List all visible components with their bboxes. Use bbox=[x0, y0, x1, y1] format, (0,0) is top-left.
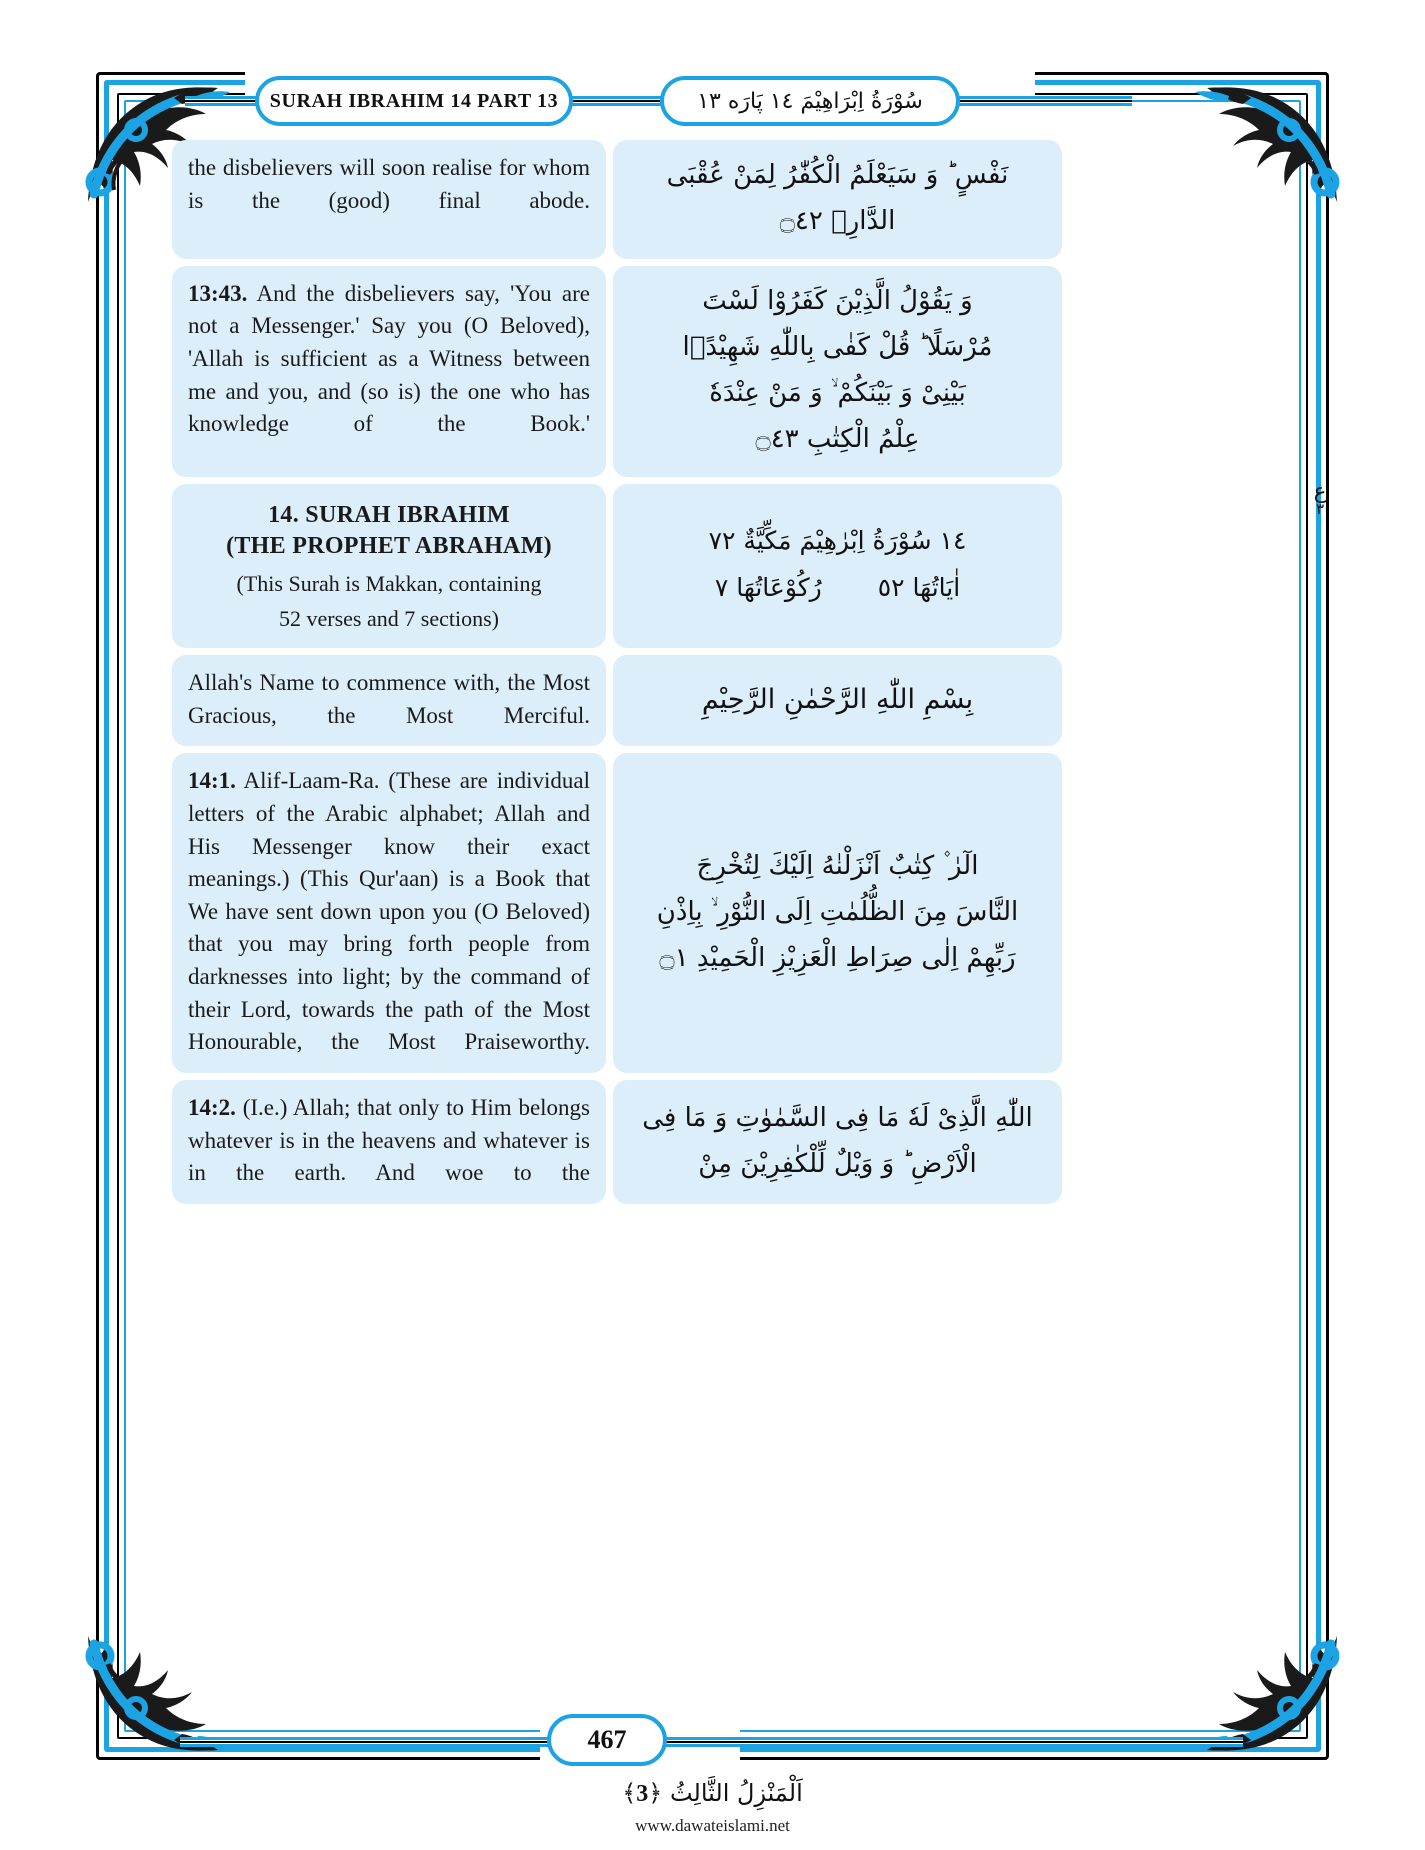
header-rule-right bbox=[952, 96, 1132, 106]
manzil-number: 3 bbox=[636, 1781, 649, 1807]
header-surah-part-label: SURAH IBRAHIM 14 PART 13 bbox=[269, 89, 559, 112]
arabic-line: عِلْمُ الْكِتٰبِ ۝٤٣ bbox=[755, 424, 920, 455]
arabic-line: وَ یَقُوْلُ الَّذِیْنَ كَفَرُوْا لَسْتَ bbox=[702, 285, 973, 316]
verse-english-body: And the disbelievers say, 'You are not a Messenger.' Say you (O Beloved), 'Allah is sufficient as a Witness between me and you, and (so is) the one who has knowledge of the Book.' bbox=[188, 280, 591, 437]
surah-title-line-4: 52 verses and 7 sections) bbox=[279, 606, 499, 632]
verse-arabic-text bbox=[613, 753, 1062, 1073]
arabic-line: ١٤ سُوْرَةُ اِبْرٰهِيْمَ مَكِّيَّةٌ ٧٢ bbox=[708, 526, 967, 556]
verse-row bbox=[172, 753, 1062, 1073]
header-surah-part-label-arabic: سُوْرَةُ اِبْرَاهِيْمَ ١٤ پَارَه ١٣ bbox=[697, 88, 923, 114]
basmala-row bbox=[172, 655, 1062, 746]
surah-title-row bbox=[172, 484, 1062, 648]
verse-arabic-text bbox=[613, 266, 1062, 477]
verse-english-text bbox=[172, 140, 606, 259]
surah-title-english bbox=[172, 484, 606, 648]
verse-arabic-text bbox=[613, 1080, 1062, 1204]
arabic-line: بِسْمِ اللّٰهِ الرَّحْمٰنِ الرَّحِیْمِ bbox=[701, 683, 974, 715]
arabic-line: الدَّارِ۠ ۝٤٢ bbox=[779, 206, 896, 237]
footer-rule-left bbox=[180, 1737, 550, 1747]
verse-row bbox=[172, 1080, 1062, 1204]
surah-ruku-count: رُكُوْعَاتُهَا ٧ bbox=[714, 572, 822, 602]
page-number: 467 bbox=[587, 1725, 627, 1754]
surah-counts-arabic bbox=[629, 565, 1046, 611]
verse-english-text bbox=[172, 1080, 606, 1204]
arabic-line: الْاَرْضِ ؕ وَ وَیْلٌ لِّلْكٰفِرِیْنَ مِنْ bbox=[698, 1149, 977, 1180]
basmala-english-text bbox=[172, 655, 606, 746]
verse-row bbox=[172, 266, 1062, 477]
page-number-badge bbox=[547, 1714, 667, 1766]
surah-title-arabic bbox=[613, 484, 1062, 648]
website-url: www.dawateislami.net bbox=[635, 1816, 790, 1835]
manzil-label bbox=[0, 1779, 1425, 1808]
surah-ayat-count: اٰيَاتُهَا ٥٢ bbox=[877, 572, 961, 602]
header-surah-part-badge bbox=[255, 76, 573, 126]
verse-row bbox=[172, 140, 1062, 259]
footer-rule-right bbox=[663, 1737, 1243, 1747]
verse-number: 14:2. bbox=[188, 1095, 236, 1121]
verse-english-body: the disbelievers will soon realise for whom is the (good) final abode. bbox=[188, 155, 590, 213]
verse-english-body: Alif-Laam-Ra. (These are individual letters of the Arabic alphabet; Allah and His Messenger know their exact meanings.) (This Qur'aan) is a Book that We have sent down upon you (O Beloved) that you may bring forth people from darknesses into light; by the command of their Lord, towards the path of the Most Honourable, the Most Praiseworthy. bbox=[188, 768, 591, 1055]
verse-english-text bbox=[172, 266, 606, 477]
surah-title-line-2: (THE PROPHET ABRAHAM) bbox=[226, 533, 552, 560]
manzil-bracket-close: ﴾ bbox=[622, 1779, 637, 1807]
surah-title-line-1: 14. SURAH IBRAHIM bbox=[268, 501, 510, 528]
verse-english-body: (I.e.) Allah; that only to Him belongs whatever is in the heavens and whatever is in the earth. And woe to the bbox=[188, 1095, 590, 1186]
ruku-marker-number: ٣ bbox=[1315, 500, 1325, 519]
surah-title-line-3: (This Surah is Makkan, containing bbox=[236, 570, 542, 596]
verse-number: 14:1. bbox=[188, 768, 236, 794]
arabic-line: بَیْنِیْ وَ بَیْنَكُمْ ۙ وَ مَنْ عِنْدَهٗ bbox=[709, 378, 966, 409]
corner-ornament-bottom-right bbox=[1177, 1626, 1347, 1776]
ruku-marker-letter: ع bbox=[1313, 479, 1327, 503]
verse-english-text bbox=[172, 753, 606, 1073]
basmala-english-body: Allah's Name to commence with, the Most Gracious, the Most Merciful. bbox=[188, 669, 590, 728]
arabic-line: مُرْسَلًا ؕ قُلْ كَفٰى بِاللّٰهِ شَهِیْدًۢا bbox=[682, 331, 993, 362]
ruku-section-marker bbox=[1303, 480, 1337, 518]
verse-number: 13:43. bbox=[188, 280, 248, 306]
manzil-text: اَلْمَنْزِلُ الثَّالِثُ ﴿ bbox=[648, 1779, 803, 1807]
verse-list bbox=[172, 140, 1062, 1204]
verse-arabic-text bbox=[613, 140, 1062, 259]
header-rule-left bbox=[185, 96, 263, 106]
arabic-line: رَبِّهِمْ اِلٰى صِرَاطِ الْعَزِیْزِ الْحَمِیْدِ ۝١ bbox=[659, 943, 1016, 974]
corner-ornament-bottom-left bbox=[78, 1626, 248, 1776]
arabic-line: نَفْسٍ ؕ وَ سَیَعْلَمُ الْكُفّٰرُ لِمَنْ عُقْبَى bbox=[666, 160, 1009, 190]
corner-ornament-top-right bbox=[1177, 62, 1347, 212]
arabic-line: الٓرٰ ۫ كِتٰبٌ اَنْزَلْنٰهُ اِلَیْكَ لِتُخْرِجَ bbox=[696, 850, 979, 881]
arabic-line: اللّٰهِ الَّذِیْ لَهٗ مَا فِی السَّمٰوٰتِ وَ مَا فِی bbox=[642, 1102, 1033, 1133]
arabic-line: النَّاسَ مِنَ الظُّلُمٰتِ اِلَى النُّوْرِ ۙ بِاِذْنِ bbox=[656, 897, 1019, 927]
header-surah-part-badge-arabic bbox=[660, 76, 960, 126]
header-rule-middle bbox=[566, 96, 666, 106]
basmala-arabic-text bbox=[613, 655, 1062, 746]
